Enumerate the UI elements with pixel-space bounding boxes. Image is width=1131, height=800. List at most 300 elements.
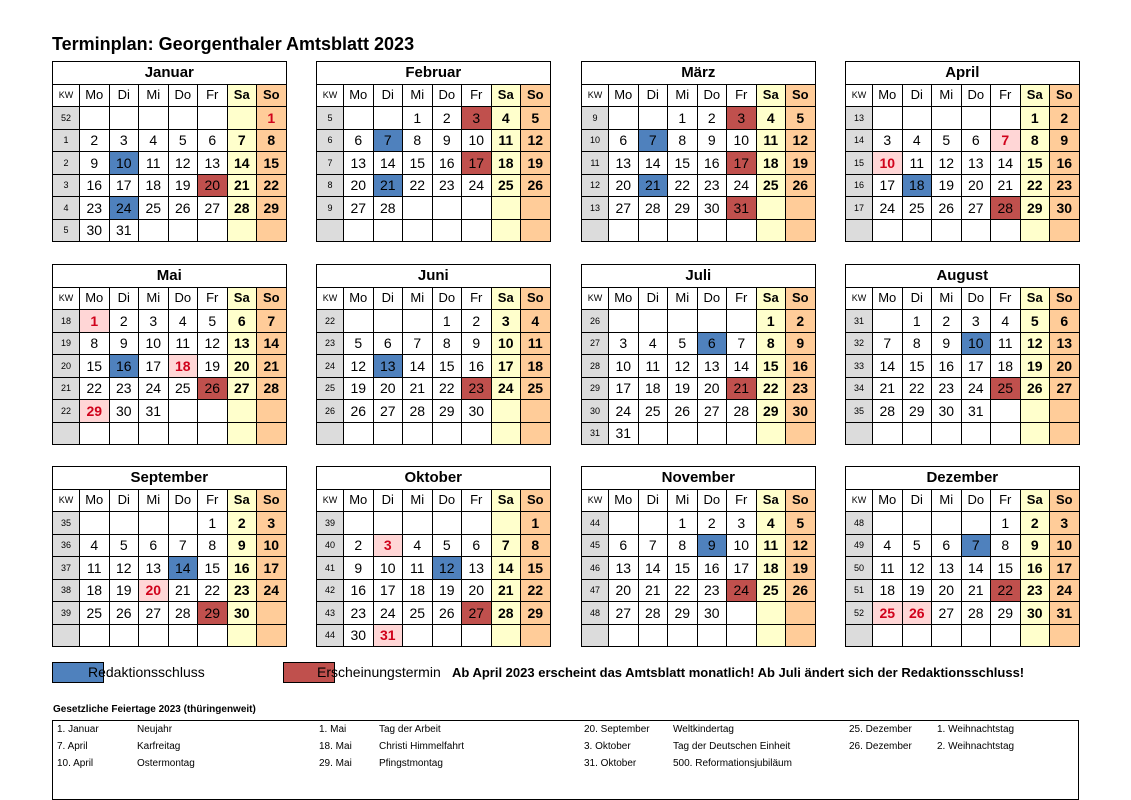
day-cell: 8 <box>991 534 1021 557</box>
day-cell: 9 <box>697 129 727 152</box>
weekday-header: Fr <box>198 84 228 107</box>
week-number: 52 <box>846 602 873 625</box>
holiday-date: 20. September <box>584 724 650 735</box>
day-cell: 20 <box>373 377 403 400</box>
day-cell: 30 <box>932 400 962 423</box>
empty-cell <box>344 310 374 333</box>
day-cell: 19 <box>344 377 374 400</box>
day-cell: 15 <box>902 355 932 378</box>
weekday-header: Fr <box>991 287 1021 310</box>
day-cell: 6 <box>462 534 492 557</box>
holiday-name: Christi Himmelfahrt <box>379 741 465 752</box>
holiday-name: Pfingstmontag <box>379 758 443 769</box>
day-cell: 16 <box>697 557 727 580</box>
week-number: 40 <box>317 534 344 557</box>
day-cell: 7 <box>227 129 257 152</box>
empty-cell <box>344 107 374 130</box>
month-name: September <box>53 467 287 490</box>
day-cell: 13 <box>198 152 228 175</box>
empty-cell <box>227 624 257 647</box>
day-cell: 17 <box>609 377 639 400</box>
day-cell: 12 <box>168 152 198 175</box>
day-cell: 11 <box>638 355 668 378</box>
day-cell: 24 <box>373 602 403 625</box>
weekday-header: Di <box>638 287 668 310</box>
day-cell: 22 <box>668 579 698 602</box>
weekday-header: Fr <box>462 287 492 310</box>
weekday-header: Di <box>902 287 932 310</box>
weekday-header: So <box>257 287 287 310</box>
weekday-header: Mo <box>80 489 110 512</box>
day-cell: 13 <box>609 557 639 580</box>
empty-cell <box>373 310 403 333</box>
empty-cell <box>491 512 521 535</box>
empty-cell <box>109 512 139 535</box>
day-cell: 14 <box>373 152 403 175</box>
day-cell: 24 <box>727 174 757 197</box>
weekday-header: Di <box>638 489 668 512</box>
empty-cell <box>462 219 492 242</box>
empty-cell <box>432 219 462 242</box>
week-number: 15 <box>846 152 873 175</box>
weekday-header: So <box>521 84 551 107</box>
weekday-header: Di <box>902 489 932 512</box>
day-cell: 17 <box>462 152 492 175</box>
empty-cell <box>756 219 786 242</box>
day-cell: 12 <box>344 355 374 378</box>
empty-cell <box>80 422 110 445</box>
erscheinungstermin-label: Erscheinungstermin <box>317 664 441 680</box>
day-cell: 31 <box>109 219 139 242</box>
empty-cell <box>227 219 257 242</box>
day-cell: 17 <box>373 579 403 602</box>
day-cell: 22 <box>756 377 786 400</box>
empty-cell <box>756 624 786 647</box>
empty-cell <box>403 422 433 445</box>
day-cell: 12 <box>932 152 962 175</box>
day-cell: 8 <box>668 129 698 152</box>
day-cell: 25 <box>80 602 110 625</box>
day-cell: 10 <box>139 332 169 355</box>
weekday-header: Do <box>697 287 727 310</box>
day-cell: 7 <box>491 534 521 557</box>
week-number: 49 <box>846 534 873 557</box>
week-number: 26 <box>582 310 609 333</box>
day-cell: 10 <box>727 534 757 557</box>
day-cell: 19 <box>786 557 816 580</box>
empty-cell <box>139 422 169 445</box>
empty-cell <box>727 602 757 625</box>
day-cell: 9 <box>109 332 139 355</box>
weekday-header: Mo <box>873 287 903 310</box>
month-5 <box>316 264 551 445</box>
day-cell: 27 <box>609 197 639 220</box>
day-cell: 23 <box>932 377 962 400</box>
week-number: 44 <box>317 624 344 647</box>
day-cell: 28 <box>727 400 757 423</box>
empty-cell <box>432 512 462 535</box>
week-number: 39 <box>53 602 80 625</box>
weekday-header: Do <box>961 287 991 310</box>
weekday-header: Mi <box>403 287 433 310</box>
day-cell: 1 <box>756 310 786 333</box>
day-cell: 18 <box>491 152 521 175</box>
day-cell: 27 <box>373 400 403 423</box>
weekday-header: Mi <box>932 84 962 107</box>
day-cell: 9 <box>462 332 492 355</box>
day-cell: 21 <box>227 174 257 197</box>
day-cell: 3 <box>727 512 757 535</box>
day-cell: 10 <box>873 152 903 175</box>
holiday-date: 26. Dezember <box>849 741 912 752</box>
empty-cell <box>168 400 198 423</box>
day-cell: 15 <box>403 152 433 175</box>
holiday-date: 25. Dezember <box>849 724 912 735</box>
day-cell: 2 <box>109 310 139 333</box>
weekday-header: Do <box>697 489 727 512</box>
week-number: 29 <box>582 377 609 400</box>
day-cell: 12 <box>109 557 139 580</box>
empty-cell <box>227 422 257 445</box>
day-cell: 6 <box>961 129 991 152</box>
day-cell: 6 <box>373 332 403 355</box>
day-cell: 23 <box>462 377 492 400</box>
day-cell: 20 <box>462 579 492 602</box>
empty-cell <box>257 422 287 445</box>
day-cell: 6 <box>344 129 374 152</box>
empty-cell <box>991 107 1021 130</box>
day-cell: 13 <box>227 332 257 355</box>
month-7 <box>845 264 1080 445</box>
day-cell: 28 <box>403 400 433 423</box>
empty-cell <box>521 400 551 423</box>
empty-cell <box>491 422 521 445</box>
day-cell: 5 <box>668 332 698 355</box>
empty-cell <box>991 624 1021 647</box>
week-number: 43 <box>317 602 344 625</box>
day-cell: 7 <box>727 332 757 355</box>
week-number <box>582 219 609 242</box>
day-cell: 12 <box>432 557 462 580</box>
month-name: November <box>582 467 816 490</box>
week-number: 46 <box>582 557 609 580</box>
weekday-header: So <box>1050 287 1080 310</box>
empty-cell <box>168 512 198 535</box>
day-cell: 18 <box>521 355 551 378</box>
day-cell: 28 <box>638 602 668 625</box>
month-name: August <box>846 265 1080 288</box>
empty-cell <box>609 624 639 647</box>
day-cell: 6 <box>609 129 639 152</box>
empty-cell <box>961 512 991 535</box>
weekday-header: Fr <box>727 287 757 310</box>
day-cell: 4 <box>139 129 169 152</box>
day-cell: 25 <box>991 377 1021 400</box>
day-cell: 10 <box>373 557 403 580</box>
day-cell: 2 <box>462 310 492 333</box>
day-cell: 25 <box>139 197 169 220</box>
empty-cell <box>432 422 462 445</box>
weekday-header: So <box>1050 489 1080 512</box>
empty-cell <box>668 310 698 333</box>
day-cell: 4 <box>638 332 668 355</box>
weekday-header: Mo <box>80 287 110 310</box>
day-cell: 4 <box>521 310 551 333</box>
day-cell: 20 <box>139 579 169 602</box>
empty-cell <box>1020 624 1050 647</box>
day-cell: 21 <box>257 355 287 378</box>
empty-cell <box>638 310 668 333</box>
empty-cell <box>668 422 698 445</box>
empty-cell <box>727 310 757 333</box>
day-cell: 14 <box>961 557 991 580</box>
day-cell: 16 <box>462 355 492 378</box>
week-number: 32 <box>846 332 873 355</box>
day-cell: 19 <box>932 174 962 197</box>
weekday-header: Mo <box>80 84 110 107</box>
day-cell: 6 <box>697 332 727 355</box>
day-cell: 27 <box>344 197 374 220</box>
day-cell: 14 <box>638 557 668 580</box>
day-cell: 29 <box>521 602 551 625</box>
week-number: 12 <box>582 174 609 197</box>
day-cell: 19 <box>786 152 816 175</box>
empty-cell <box>756 602 786 625</box>
empty-cell <box>344 512 374 535</box>
day-cell: 1 <box>1020 107 1050 130</box>
month-11 <box>845 466 1080 647</box>
weekday-header: So <box>257 489 287 512</box>
day-cell: 20 <box>1050 355 1080 378</box>
weekday-header: Fr <box>727 84 757 107</box>
empty-cell <box>521 624 551 647</box>
empty-cell <box>756 422 786 445</box>
weekday-header: Mo <box>873 84 903 107</box>
empty-cell <box>697 624 727 647</box>
day-cell: 3 <box>462 107 492 130</box>
day-cell: 1 <box>403 107 433 130</box>
day-cell: 30 <box>786 400 816 423</box>
day-cell: 27 <box>609 602 639 625</box>
empty-cell <box>902 422 932 445</box>
day-cell: 2 <box>697 107 727 130</box>
day-cell: 18 <box>756 557 786 580</box>
weekday-header: Mi <box>139 84 169 107</box>
day-cell: 13 <box>139 557 169 580</box>
empty-cell <box>198 624 228 647</box>
day-cell: 30 <box>227 602 257 625</box>
day-cell: 8 <box>403 129 433 152</box>
empty-cell <box>961 624 991 647</box>
day-cell: 19 <box>168 174 198 197</box>
day-cell: 1 <box>668 512 698 535</box>
day-cell: 31 <box>139 400 169 423</box>
day-cell: 3 <box>373 534 403 557</box>
day-cell: 21 <box>638 174 668 197</box>
week-number: 41 <box>317 557 344 580</box>
day-cell: 2 <box>697 512 727 535</box>
empty-cell <box>139 219 169 242</box>
day-cell: 6 <box>609 534 639 557</box>
kw-header: KW <box>846 84 873 107</box>
holidays-title: Gesetzliche Feiertage 2023 (thüringenweit) <box>53 704 256 715</box>
day-cell: 22 <box>668 174 698 197</box>
day-cell: 21 <box>727 377 757 400</box>
weekday-header: Do <box>961 489 991 512</box>
day-cell: 3 <box>727 107 757 130</box>
empty-cell <box>932 219 962 242</box>
day-cell: 23 <box>697 174 727 197</box>
weekday-header: Fr <box>198 287 228 310</box>
month-0 <box>52 61 287 242</box>
empty-cell <box>991 219 1021 242</box>
holiday-name: Karfreitag <box>137 741 181 752</box>
weekday-header: Do <box>432 489 462 512</box>
day-cell: 17 <box>257 557 287 580</box>
week-number <box>53 624 80 647</box>
kw-header: KW <box>53 84 80 107</box>
day-cell: 31 <box>609 422 639 445</box>
empty-cell <box>139 107 169 130</box>
week-number: 35 <box>846 400 873 423</box>
day-cell: 9 <box>432 129 462 152</box>
week-number: 24 <box>317 355 344 378</box>
day-cell: 10 <box>1050 534 1080 557</box>
month-name: April <box>846 62 1080 85</box>
day-cell: 4 <box>403 534 433 557</box>
day-cell: 16 <box>109 355 139 378</box>
day-cell: 10 <box>727 129 757 152</box>
empty-cell <box>80 512 110 535</box>
week-number: 3 <box>53 174 80 197</box>
empty-cell <box>462 197 492 220</box>
day-cell: 26 <box>344 400 374 423</box>
weekday-header: Mo <box>344 287 374 310</box>
day-cell: 1 <box>80 310 110 333</box>
week-number: 16 <box>846 174 873 197</box>
month-3 <box>845 61 1080 242</box>
day-cell: 10 <box>462 129 492 152</box>
day-cell: 3 <box>609 332 639 355</box>
holiday-date: 31. Oktober <box>584 758 637 769</box>
empty-cell <box>491 219 521 242</box>
empty-cell <box>902 624 932 647</box>
day-cell: 14 <box>257 332 287 355</box>
kw-header: KW <box>846 489 873 512</box>
empty-cell <box>109 107 139 130</box>
day-cell: 2 <box>344 534 374 557</box>
month-4 <box>52 264 287 445</box>
day-cell: 6 <box>198 129 228 152</box>
holiday-name: Tag der Deutschen Einheit <box>673 741 791 752</box>
day-cell: 4 <box>756 107 786 130</box>
day-cell: 29 <box>668 197 698 220</box>
day-cell: 15 <box>991 557 1021 580</box>
day-cell: 3 <box>139 310 169 333</box>
day-cell: 2 <box>786 310 816 333</box>
week-number: 13 <box>846 107 873 130</box>
day-cell: 14 <box>873 355 903 378</box>
weekday-header: Fr <box>991 489 1021 512</box>
day-cell: 18 <box>902 174 932 197</box>
day-cell: 18 <box>638 377 668 400</box>
day-cell: 31 <box>373 624 403 647</box>
day-cell: 19 <box>1020 355 1050 378</box>
weekday-header: Fr <box>991 84 1021 107</box>
day-cell: 19 <box>668 377 698 400</box>
day-cell: 7 <box>961 534 991 557</box>
day-cell: 3 <box>257 512 287 535</box>
day-cell: 2 <box>432 107 462 130</box>
day-cell: 7 <box>638 129 668 152</box>
weekday-header: So <box>521 287 551 310</box>
day-cell: 16 <box>786 355 816 378</box>
day-cell: 15 <box>198 557 228 580</box>
day-cell: 29 <box>991 602 1021 625</box>
redaktionsschluss-label: Redaktionsschluss <box>88 664 205 680</box>
week-number: 18 <box>53 310 80 333</box>
empty-cell <box>638 422 668 445</box>
day-cell: 6 <box>1050 310 1080 333</box>
day-cell: 29 <box>668 602 698 625</box>
day-cell: 26 <box>902 602 932 625</box>
day-cell: 2 <box>932 310 962 333</box>
day-cell: 19 <box>109 579 139 602</box>
weekday-header: Sa <box>756 84 786 107</box>
day-cell: 22 <box>521 579 551 602</box>
day-cell: 10 <box>961 332 991 355</box>
day-cell: 26 <box>109 602 139 625</box>
week-number: 44 <box>582 512 609 535</box>
day-cell: 11 <box>80 557 110 580</box>
weekday-header: So <box>786 84 816 107</box>
day-cell: 5 <box>521 107 551 130</box>
week-number: 19 <box>53 332 80 355</box>
day-cell: 3 <box>1050 512 1080 535</box>
holidays-table <box>52 720 1079 800</box>
day-cell: 27 <box>961 197 991 220</box>
day-cell: 30 <box>80 219 110 242</box>
day-cell: 30 <box>697 602 727 625</box>
day-cell: 17 <box>727 152 757 175</box>
week-number: 5 <box>317 107 344 130</box>
weekday-header: Sa <box>756 489 786 512</box>
day-cell: 25 <box>168 377 198 400</box>
day-cell: 1 <box>521 512 551 535</box>
day-cell: 11 <box>756 129 786 152</box>
day-cell: 9 <box>697 534 727 557</box>
week-number: 38 <box>53 579 80 602</box>
day-cell: 9 <box>227 534 257 557</box>
weekday-header: Mi <box>139 287 169 310</box>
empty-cell <box>80 624 110 647</box>
day-cell: 7 <box>638 534 668 557</box>
kw-header: KW <box>582 287 609 310</box>
day-cell: 4 <box>991 310 1021 333</box>
empty-cell <box>873 310 903 333</box>
empty-cell <box>902 219 932 242</box>
empty-cell <box>873 624 903 647</box>
day-cell: 24 <box>109 197 139 220</box>
week-number <box>582 624 609 647</box>
day-cell: 24 <box>727 579 757 602</box>
empty-cell <box>609 512 639 535</box>
week-number: 5 <box>53 219 80 242</box>
week-number: 7 <box>317 152 344 175</box>
weekday-header: Mo <box>609 489 639 512</box>
empty-cell <box>257 602 287 625</box>
empty-cell <box>961 219 991 242</box>
